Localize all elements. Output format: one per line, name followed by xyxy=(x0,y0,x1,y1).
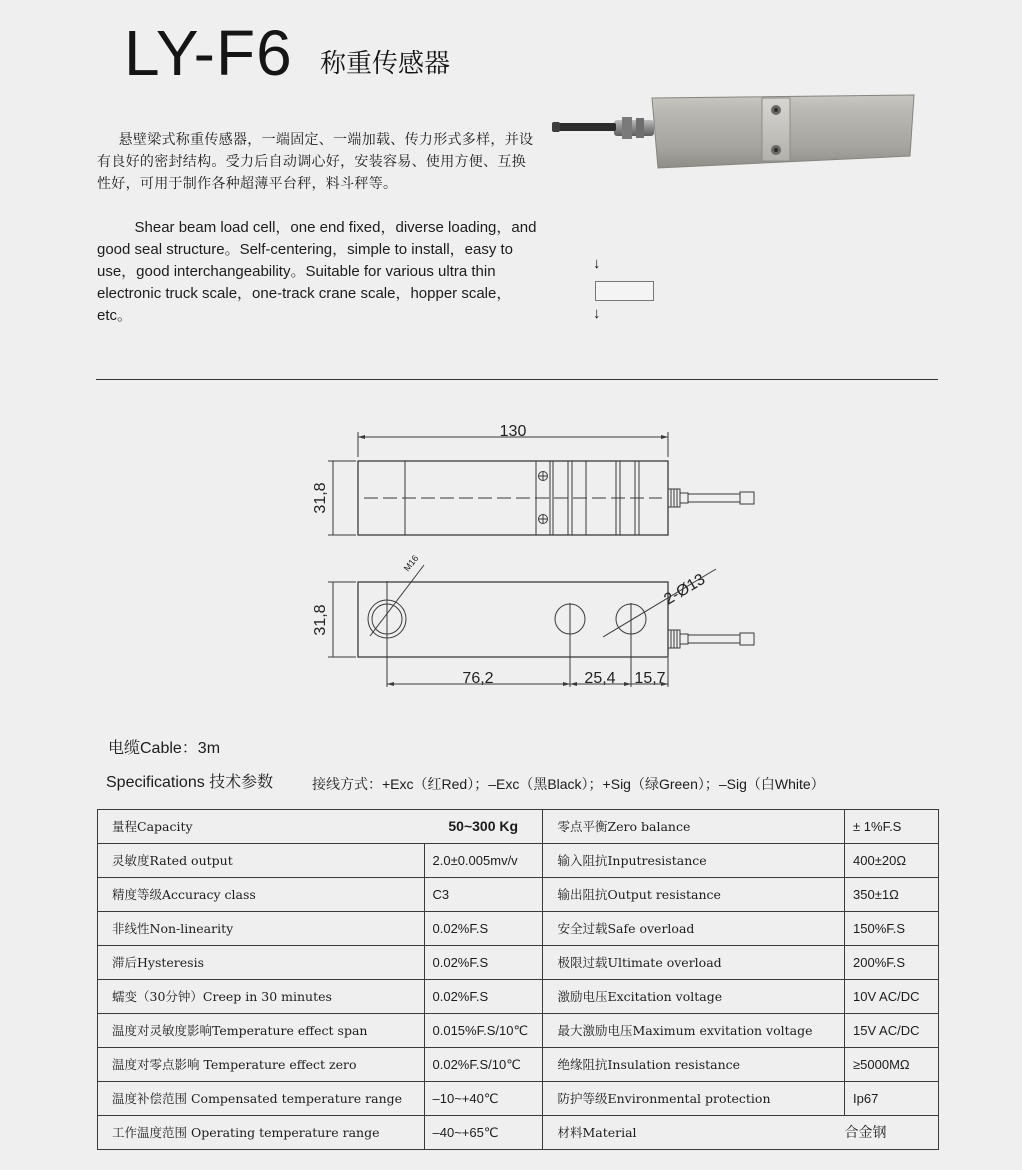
spec-label: 温度补偿范围 Compensated temperature range xyxy=(98,1082,425,1116)
product-subtitle: 称重传感器 xyxy=(320,48,451,78)
spec-value: 0.02%F.S xyxy=(424,980,543,1014)
spec-heading: Specifications 技术参数 xyxy=(106,774,274,791)
dim-height-bottom: 31,8 xyxy=(312,604,329,636)
spec-label: 最大激励电压Maximum exvitation voltage xyxy=(543,1014,845,1048)
spec-label: 温度对零点影响 Temperature effect zero xyxy=(98,1048,425,1082)
spec-label: 激励电压Excitation voltage xyxy=(543,980,845,1014)
dimension-drawing xyxy=(290,415,770,700)
spec-label: 非线性Non-linearity xyxy=(98,912,425,946)
spec-value: Ip67 xyxy=(845,1082,939,1116)
spec-value: 0.02%F.S/10℃ xyxy=(424,1048,543,1082)
section-divider xyxy=(96,379,938,380)
spec-label: 量程Capacity xyxy=(98,810,425,844)
table-row xyxy=(98,878,939,912)
load-diagram-box xyxy=(595,281,654,301)
load-arrow-bottom: ↓ xyxy=(593,305,601,322)
wiring-info: 接线方式：+Exc（红Red）；–Exc（黑Black）；+Sig（绿Green）；–Sig（白White） xyxy=(312,776,825,792)
spec-label: 输出阻抗Output resistance xyxy=(543,878,845,912)
drawing-top-view xyxy=(312,423,754,535)
holes-label: 2-Ø13 xyxy=(661,570,709,609)
spec-label: 绝缘阻抗Insulation resistance xyxy=(543,1048,845,1082)
spec-value: –40~+65℃ xyxy=(424,1116,543,1150)
spec-value: 0.015%F.S/10℃ xyxy=(424,1014,543,1048)
dim-length: 130 xyxy=(499,423,527,440)
drawing-side-view xyxy=(312,553,754,687)
spec-label: 蠕变（30分钟）Creep in 30 minutes xyxy=(98,980,425,1014)
spec-value: C3 xyxy=(424,878,543,912)
spec-value: ≥5000MΩ xyxy=(845,1048,939,1082)
spec-value: 10V AC/DC xyxy=(845,980,939,1014)
dim-b: 25,4 xyxy=(584,670,616,687)
spec-value: 400±20Ω xyxy=(845,844,939,878)
table-row xyxy=(98,1014,939,1048)
spec-value: –10~+40℃ xyxy=(424,1082,543,1116)
spec-label: 防护等级Environmental protection xyxy=(543,1082,845,1116)
table-row xyxy=(98,844,939,878)
spec-value: 200%F.S xyxy=(845,946,939,980)
spec-label: 工作温度范围 Operating temperature range xyxy=(98,1116,425,1150)
dim-c: 15,7 xyxy=(634,670,666,687)
spec-value: 50~300 Kg xyxy=(424,810,543,844)
dim-a: 76,2 xyxy=(462,670,494,687)
spec-table xyxy=(97,809,939,1150)
spec-value: 合金钢 xyxy=(845,1116,939,1150)
table-row xyxy=(98,1048,939,1082)
product-model-title: LY-F6 xyxy=(124,17,293,89)
spec-value: 350±1Ω xyxy=(845,878,939,912)
spec-value: 0.02%F.S xyxy=(424,946,543,980)
table-row xyxy=(98,1116,939,1150)
spec-value: 2.0±0.005mv/v xyxy=(424,844,543,878)
spec-label: 零点平衡Zero balance xyxy=(543,810,845,844)
spec-value: 0.02%F.S xyxy=(424,912,543,946)
spec-label: 安全过载Safe overload xyxy=(543,912,845,946)
spec-label: 输入阻抗Inputresistance xyxy=(543,844,845,878)
spec-label: 滞后Hysteresis xyxy=(98,946,425,980)
table-row xyxy=(98,946,939,980)
thread-label: M16 xyxy=(401,553,421,574)
spec-value: 15V AC/DC xyxy=(845,1014,939,1048)
spec-value: 150%F.S xyxy=(845,912,939,946)
table-row xyxy=(98,980,939,1014)
spec-label: 温度对灵敏度影响Temperature effect span xyxy=(98,1014,425,1048)
spec-label: 极限过载Ultimate overload xyxy=(543,946,845,980)
table-row xyxy=(98,810,939,844)
product-photo xyxy=(548,92,918,172)
dim-height-top: 31,8 xyxy=(312,482,329,514)
description-chinese: 悬壁梁式称重传感器，一端固定、一端加载、传力形式多样，并设有良好的密封结构。受力后自动调心好，安装容易、使用方便、互换性好，可用于制作各种超薄平台秤，料斗秤等。 xyxy=(97,132,534,192)
spec-value: ± 1%F.S xyxy=(845,810,939,844)
spec-label: 灵敏度Rated output xyxy=(98,844,425,878)
spec-label: 精度等级Accuracy class xyxy=(98,878,425,912)
spec-label: 材料Material xyxy=(543,1116,845,1150)
table-row xyxy=(98,912,939,946)
description-english: Shear beam load cell，one end fixed，diverse loading，and good seal structure。Self-centering，simple to install，easy to use，good interchangeability。Suitable for various ultra thin electronic truck scale，one-track crane scale，hopper scale，etc。 xyxy=(97,219,537,324)
table-row xyxy=(98,1082,939,1116)
load-arrow-top: ↓ xyxy=(593,255,601,272)
cable-length: 电缆Cable：3m xyxy=(108,740,221,757)
